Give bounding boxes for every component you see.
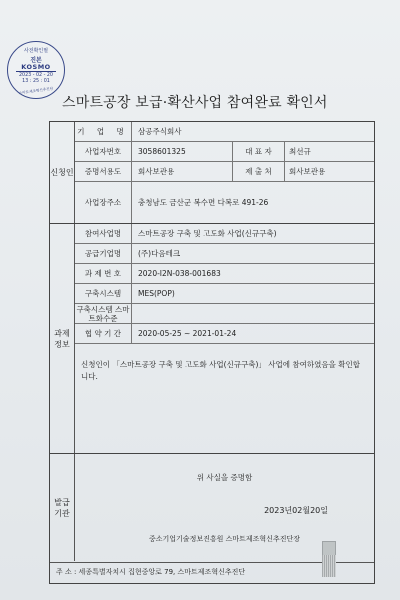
supplier-row: [75, 244, 374, 264]
seal-date: 2023 - 02 - 20: [19, 73, 53, 78]
verification-seal: [7, 41, 65, 99]
applicant-section: [50, 122, 374, 223]
issuer-section-label: 발급 기관: [50, 454, 75, 561]
supplier-label: 공급기업명: [75, 244, 132, 263]
purpose-value: 회사보관용: [132, 162, 233, 181]
project-section: [50, 223, 374, 453]
submit-value: 회사보관용: [289, 167, 326, 176]
bizno-row: [75, 142, 374, 162]
system-value: MES(POP): [138, 289, 175, 298]
smart-level-value: [132, 304, 374, 323]
seal-text-top: 사전확인필: [23, 48, 49, 54]
agreement-period-value: 2020-05-25 ~ 2021-01-24: [138, 329, 237, 338]
address-value: 충청남도 금산군 복수면 다복로 491-26: [138, 198, 269, 207]
issue-date: 2023년02월20일: [264, 506, 328, 515]
seal-text-bottom: 스마트제조혁신추진단: [18, 86, 54, 96]
company-row: [75, 122, 374, 142]
company-label: 기 업 명: [75, 122, 132, 141]
address-row: [75, 182, 374, 223]
project-name-label: 참여사업명: [75, 224, 132, 243]
agreement-period-label: 협 약 기 간: [75, 324, 132, 343]
system-label: 구축시스템: [75, 284, 132, 303]
applicant-section-label: 신청인: [50, 122, 75, 223]
issuer-address: 주 소 : 세종특별자치시 집현중앙로 79, 스마트제조혁신추진단: [56, 568, 246, 576]
purpose-label: 증명서용도: [75, 162, 132, 181]
seal-divider: [16, 71, 56, 72]
supplier-value: (주)다음테크: [138, 249, 181, 258]
smart-level-row: [75, 304, 374, 324]
seal-text-original: 진본: [30, 57, 42, 64]
company-value: 삼공주식회사: [138, 127, 182, 136]
seal-time: 13 : 25 : 01: [22, 79, 50, 84]
rep-label: 대 표 자: [233, 142, 285, 161]
issuing-organization: 중소기업기술정보진흥원 스마트제조혁신추진단장: [149, 535, 300, 543]
certificate-form: [49, 121, 375, 584]
project-name-value: 스마트공장 구축 및 고도화 사업(신규구축): [138, 229, 277, 238]
task-number-value: 2020-I2N-038-001683: [138, 269, 221, 278]
rep-value: 최선규: [289, 147, 311, 156]
certify-text: 위 사실을 증명함: [196, 473, 253, 482]
submit-label: 제 출 처: [233, 162, 285, 181]
purpose-row: [75, 162, 374, 182]
seal-text-kosmo: KOSMO: [21, 63, 51, 71]
project-name-row: [75, 224, 374, 244]
barcode-icon: [322, 555, 336, 577]
bizno-value: 3058601325: [132, 142, 233, 161]
system-row: [75, 284, 374, 304]
task-number-label: 과 제 번 호: [75, 264, 132, 283]
confirmation-note: 신청인이 「스마트공장 구축 및 고도화 사업(신규구축)」 사업에 참여하였음을 확인합니다.: [81, 360, 361, 381]
address-label: 사업장주소: [75, 182, 132, 223]
document-title: 스마트공장 보급·확산사업 참여완료 확인서: [62, 95, 328, 111]
agreement-period-row: [75, 324, 374, 344]
task-number-row: [75, 264, 374, 284]
smart-level-label: 구축시스템 스마트화수준: [75, 304, 132, 323]
bizno-label: 사업자번호: [75, 142, 132, 161]
project-section-label: 과제 정보: [50, 224, 75, 453]
